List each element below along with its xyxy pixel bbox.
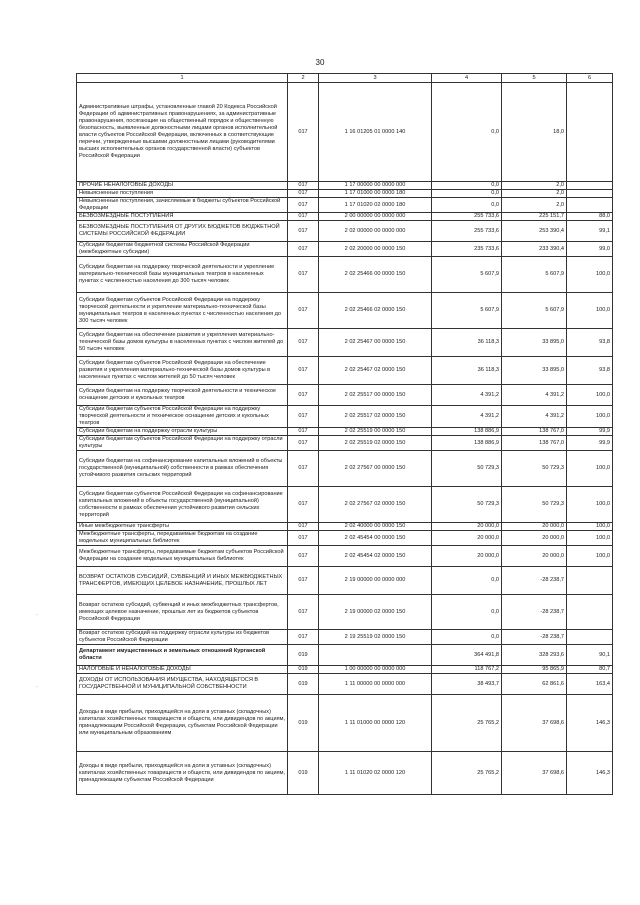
row-description: Невыясненные поступления [77,190,288,198]
stray-mark: · [36,684,38,690]
row-code: 017 [288,213,319,221]
row-percent [567,198,613,213]
row-code: 017 [288,531,319,546]
table-row [77,752,613,795]
table-row [77,213,613,221]
row-actual-amount: 50 729,3 [502,451,567,487]
row-budget-code: 1 17 01000 00 0000 180 [319,190,432,198]
row-percent: 90,1 [567,645,613,666]
row-actual-amount: 2,0 [502,182,567,190]
column-header: 5 [502,74,567,83]
row-planned-amount: 20 000,0 [432,546,502,567]
table-row [77,436,613,451]
row-planned-amount: 20 000,0 [432,523,502,531]
row-code: 017 [288,182,319,190]
row-planned-amount: 20 000,0 [432,531,502,546]
row-planned-amount: 118 767,2 [432,666,502,674]
column-header: 3 [319,74,432,83]
row-budget-code: 2 02 25517 00 0000 150 [319,385,432,406]
row-planned-amount: 255 733,6 [432,221,502,242]
row-budget-code: 1 11 00000 00 0000 000 [319,674,432,695]
row-budget-code: 2 02 25517 02 0000 150 [319,406,432,428]
row-description: Административные штрафы, установленные главой 20 Кодекса Российской Федерации об административных правонарушениях, за административные правонарушения, посягающие на общественный порядок и общественную безопасность, выявленные должностными лицами органов исполнительной власти субъектов Российской Федерации, включенных в соответствующие перечни, утвержденные высшими должностными лицами (руководителями высших исполнительных органов государственной власти) субъектов Российской Федерации [77,83,288,182]
row-percent: 99,0 [567,242,613,257]
row-description: Субсидии бюджетам бюджетной системы Российской Федерации (межбюджетные субсидии) [77,242,288,257]
row-planned-amount: 0,0 [432,83,502,182]
row-actual-amount: 4 391,2 [502,385,567,406]
row-budget-code: 2 00 00000 00 0000 000 [319,213,432,221]
table-row [77,666,613,674]
row-percent: 100,0 [567,257,613,293]
row-code: 019 [288,752,319,795]
revenue-table [76,73,613,795]
row-planned-amount: 36 118,3 [432,329,502,357]
table-row [77,83,613,182]
row-planned-amount: 0,0 [432,630,502,645]
row-description: Межбюджетные трансферты, передаваемые бюджетам субъектов Российской Федерации на создание модельных муниципальных библиотек [77,546,288,567]
row-planned-amount: 138 886,9 [432,428,502,436]
row-description: Субсидии бюджетам на софинансирование капитальных вложений в объекты государственной (муниципальной) собственности в рамках обеспечения устойчивого развития сельских территорий [77,451,288,487]
row-code: 017 [288,357,319,385]
row-percent: 100,0 [567,293,613,329]
row-budget-code: 1 11 01000 00 0000 120 [319,695,432,752]
table-row [77,198,613,213]
table-row [77,406,613,428]
row-actual-amount: 18,0 [502,83,567,182]
row-budget-code: 2 02 27567 00 0000 150 [319,451,432,487]
row-code: 017 [288,630,319,645]
column-header: 6 [567,74,613,83]
table-row [77,293,613,329]
row-actual-amount: -28 238,7 [502,567,567,595]
table-row [77,221,613,242]
row-budget-code: 1 17 00000 00 0000 000 [319,182,432,190]
header-row [77,74,613,83]
row-budget-code: 2 02 20000 00 0000 150 [319,242,432,257]
table-row [77,567,613,595]
row-budget-code: 1 00 00000 00 0000 000 [319,666,432,674]
table-row [77,523,613,531]
row-description: Субсидии бюджетам на поддержку творческой деятельности и укрепление материально-технической базы муниципальных театров в населенных пунктах с численностью населения до 300 тысяч человек [77,257,288,293]
row-description: Субсидии бюджетам субъектов Российской Федерации на обеспечение развития и укрепления материально-технической базы домов культуры в населенных пунктах с числом жителей до 50 тысяч человек [77,357,288,385]
row-planned-amount: 5 607,9 [432,257,502,293]
row-percent [567,182,613,190]
row-percent: 99,9 [567,436,613,451]
row-actual-amount: 138 767,0 [502,436,567,451]
row-description: ВОЗВРАТ ОСТАТКОВ СУБСИДИЙ, СУБВЕНЦИЙ И ИНЫХ МЕЖБЮДЖЕТНЫХ ТРАНСФЕРТОВ, ИМЕЮЩИХ ЦЕЛЕВОЕ НАЗНАЧЕНИЕ, ПРОШЛЫХ ЛЕТ [77,567,288,595]
row-planned-amount: 36 118,3 [432,357,502,385]
row-description: Субсидии бюджетам на поддержку отрасли культуры [77,428,288,436]
row-description: НАЛОГОВЫЕ И НЕНАЛОГОВЫЕ ДОХОДЫ [77,666,288,674]
row-percent: 146,3 [567,752,613,795]
row-planned-amount: 4 391,2 [432,385,502,406]
row-planned-amount: 0,0 [432,198,502,213]
row-planned-amount: 138 886,9 [432,436,502,451]
table-row [77,674,613,695]
table-row [77,695,613,752]
row-percent: 163,4 [567,674,613,695]
row-planned-amount: 50 729,3 [432,487,502,523]
row-planned-amount: 0,0 [432,595,502,630]
row-actual-amount: 2,0 [502,198,567,213]
row-budget-code: 2 02 25466 02 0000 150 [319,293,432,329]
row-code: 019 [288,674,319,695]
row-percent: 99,1 [567,221,613,242]
row-percent: 93,8 [567,357,613,385]
row-actual-amount: 37 698,6 [502,752,567,795]
row-code: 017 [288,293,319,329]
row-code: 017 [288,83,319,182]
row-description: Субсидии бюджетам субъектов Российской Федерации на поддержку творческой деятельности и техническое оснащение детских и кукольных театров [77,406,288,428]
row-budget-code: 2 02 45454 00 0000 150 [319,531,432,546]
row-percent: 93,8 [567,329,613,357]
row-description: Доходы в виде прибыли, приходящейся на доли в уставных (складочных) капиталах хозяйственных товариществ и обществ, или дивидендов по акциям, принадлежащим Российской Федерации, субъектам Российской Федерации или муниципальным образованиям [77,695,288,752]
column-header: 2 [288,74,319,83]
row-planned-amount: 4 391,2 [432,406,502,428]
table-row [77,451,613,487]
row-actual-amount: 5 607,9 [502,293,567,329]
row-actual-amount: 37 698,6 [502,695,567,752]
row-planned-amount: 25 765,2 [432,695,502,752]
row-budget-code: 2 02 25467 00 0000 150 [319,329,432,357]
row-description: Субсидии бюджетам на обеспечение развития и укрепления материально-технической базы домов культуры в населенных пунктах с числом жителей до 50 тысяч человек [77,329,288,357]
row-planned-amount: 0,0 [432,190,502,198]
row-description: БЕЗВОЗМЕЗДНЫЕ ПОСТУПЛЕНИЯ ОТ ДРУГИХ БЮДЖЕТОВ БЮДЖЕТНОЙ СИСТЕМЫ РОССИЙСКОЙ ФЕДЕРАЦИИ [77,221,288,242]
table-row [77,595,613,630]
table-row [77,257,613,293]
row-actual-amount: 2,0 [502,190,567,198]
row-budget-code: 1 11 01020 02 0000 120 [319,752,432,795]
table-row [77,487,613,523]
row-code: 017 [288,546,319,567]
row-actual-amount: 225 151,7 [502,213,567,221]
row-planned-amount: 235 733,6 [432,242,502,257]
row-code: 017 [288,567,319,595]
row-code: 017 [288,428,319,436]
row-code: 017 [288,487,319,523]
row-percent [567,595,613,630]
row-code: 017 [288,436,319,451]
row-code: 017 [288,385,319,406]
stray-mark: · [36,612,38,618]
row-description: Невыясненные поступления, зачисляемые в бюджеты субъектов Российской Федерации [77,198,288,213]
row-percent: 146,3 [567,695,613,752]
row-planned-amount: 38 493,7 [432,674,502,695]
table-row [77,329,613,357]
row-budget-code: 2 19 25519 02 0000 150 [319,630,432,645]
column-header: 1 [77,74,288,83]
row-percent: 99,9 [567,428,613,436]
row-percent [567,83,613,182]
row-description: Департамент имущественных и земельных отношений Курганской области [77,645,288,666]
row-planned-amount: 255 733,6 [432,213,502,221]
row-code: 017 [288,257,319,293]
row-description: Субсидии бюджетам субъектов Российской Федерации на поддержку творческой деятельности и укрепление материально-технической базы муниципальных театров в населенных пунктах с численностью населения до 300 тысяч человек [77,293,288,329]
row-actual-amount: 20 000,0 [502,531,567,546]
row-percent: 88,0 [567,213,613,221]
page-number: 30 [315,58,325,67]
row-code: 017 [288,198,319,213]
row-code: 019 [288,695,319,752]
row-actual-amount: 33 895,0 [502,329,567,357]
row-code: 017 [288,329,319,357]
row-planned-amount: 0,0 [432,182,502,190]
row-actual-amount: 20 000,0 [502,523,567,531]
row-percent: 100,0 [567,487,613,523]
row-budget-code: 1 16 01205 01 0000 140 [319,83,432,182]
row-code: 017 [288,451,319,487]
row-budget-code: 2 02 25467 02 0000 150 [319,357,432,385]
row-planned-amount: 5 607,9 [432,293,502,329]
row-code: 017 [288,523,319,531]
row-actual-amount: -28 238,7 [502,630,567,645]
row-budget-code: 2 02 25519 00 0000 150 [319,428,432,436]
table-row [77,428,613,436]
row-actual-amount: 253 390,4 [502,221,567,242]
row-percent: 100,0 [567,451,613,487]
row-budget-code: 2 02 25466 00 0000 150 [319,257,432,293]
row-description: Возврат остатков субсидий на поддержку отрасли культуры из бюджетов субъектов Российской Федерации [77,630,288,645]
row-code: 019 [288,666,319,674]
row-percent [567,190,613,198]
row-planned-amount: 50 729,3 [432,451,502,487]
row-code: 017 [288,595,319,630]
table-row [77,546,613,567]
row-planned-amount: 364 491,8 [432,645,502,666]
row-percent: 100,0 [567,385,613,406]
row-description: ДОХОДЫ ОТ ИСПОЛЬЗОВАНИЯ ИМУЩЕСТВА, НАХОДЯЩЕГОСЯ В ГОСУДАРСТВЕННОЙ И МУНИЦИПАЛЬНОЙ СОБСТВЕННОСТИ [77,674,288,695]
row-description: Доходы в виде прибыли, приходящейся на доли в уставных (складочных) капиталах хозяйственных товариществ и обществ, или дивидендов по акциям, принадлежащим субъектам Российской Федерации [77,752,288,795]
row-actual-amount: 20 000,0 [502,546,567,567]
row-description: БЕЗВОЗМЕЗДНЫЕ ПОСТУПЛЕНИЯ [77,213,288,221]
table-row [77,385,613,406]
table-row [77,357,613,385]
row-percent: 100,0 [567,546,613,567]
row-planned-amount: 25 765,2 [432,752,502,795]
row-budget-code: 2 02 27567 02 0000 150 [319,487,432,523]
row-description: Возврат остатков субсидий, субвенций и иных межбюджетных трансфертов, имеющих целевое назначение, прошлых лет из бюджетов субъектов Российской Федерации [77,595,288,630]
row-budget-code [319,645,432,666]
row-percent: 100,0 [567,531,613,546]
row-actual-amount: 95 865,9 [502,666,567,674]
row-description: Субсидии бюджетам на поддержку творческой деятельности и техническое оснащение детских и кукольных театров [77,385,288,406]
column-header: 4 [432,74,502,83]
row-actual-amount: 62 861,6 [502,674,567,695]
table-row [77,630,613,645]
row-actual-amount: 33 895,0 [502,357,567,385]
table-row [77,645,613,666]
row-budget-code: 2 19 00000 02 0000 150 [319,595,432,630]
row-percent: 80,7 [567,666,613,674]
row-code: 017 [288,221,319,242]
row-actual-amount: -28 238,7 [502,595,567,630]
row-actual-amount: 328 293,6 [502,645,567,666]
row-actual-amount: 233 390,4 [502,242,567,257]
row-percent [567,630,613,645]
row-budget-code: 2 02 00000 00 0000 000 [319,221,432,242]
row-actual-amount: 50 729,3 [502,487,567,523]
row-description: Иные межбюджетные трансферты [77,523,288,531]
row-code: 017 [288,190,319,198]
row-planned-amount: 0,0 [432,567,502,595]
row-actual-amount: 4 391,2 [502,406,567,428]
row-budget-code: 2 02 45454 02 0000 150 [319,546,432,567]
row-actual-amount: 138 767,0 [502,428,567,436]
row-description: Субсидии бюджетам субъектов Российской Федерации на софинансирование капитальных вложений в объекты государственной (муниципальной) собственности в рамках обеспечения устойчивого развития сельских территорий [77,487,288,523]
row-percent [567,567,613,595]
row-code: 017 [288,406,319,428]
row-budget-code: 2 02 40000 00 0000 150 [319,523,432,531]
row-percent: 100,0 [567,406,613,428]
row-code: 019 [288,645,319,666]
table-row [77,531,613,546]
table-row [77,242,613,257]
row-description: Межбюджетные трансферты, передаваемые бюджетам на создание модельных муниципальных библиотек [77,531,288,546]
row-budget-code: 2 02 25519 02 0000 150 [319,436,432,451]
row-description: ПРОЧИЕ НЕНАЛОГОВЫЕ ДОХОДЫ [77,182,288,190]
row-budget-code: 2 19 00000 00 0000 000 [319,567,432,595]
table-row [77,190,613,198]
row-code: 017 [288,242,319,257]
table-row [77,182,613,190]
row-actual-amount: 5 607,9 [502,257,567,293]
row-budget-code: 1 17 01020 02 0000 180 [319,198,432,213]
row-percent: 100,0 [567,523,613,531]
row-description: Субсидии бюджетам субъектов Российской Федерации на поддержку отрасли культуры [77,436,288,451]
